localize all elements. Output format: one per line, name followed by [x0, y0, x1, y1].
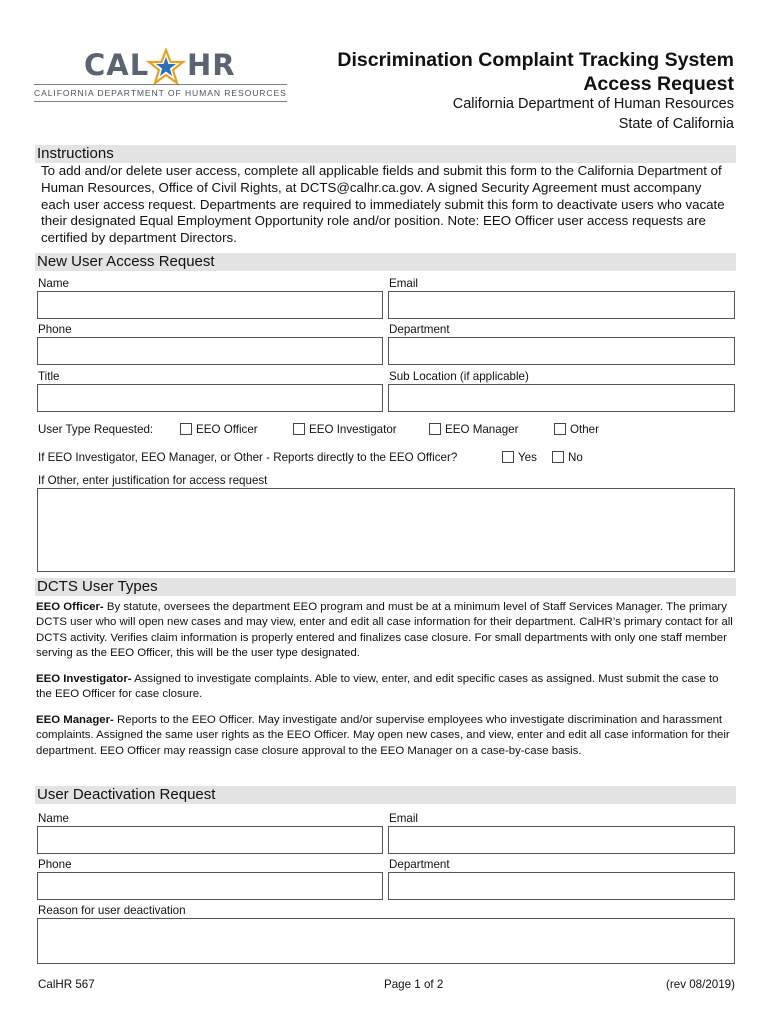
reports-yes[interactable] [502, 451, 537, 464]
org-name: California Department of Human Resources [452, 96, 734, 112]
no-label: No [568, 451, 583, 464]
deact-phone-field[interactable] [37, 872, 383, 900]
deactivation-heading-bar [35, 786, 736, 804]
user-types-heading: DCTS User Types [37, 578, 158, 595]
eeo-officer-checkbox[interactable] [180, 423, 192, 435]
name-label: Name [38, 277, 69, 290]
other-label: Other [570, 423, 599, 436]
other-checkbox[interactable] [554, 423, 566, 435]
eeo-officer-description [36, 600, 736, 662]
reports-no[interactable] [552, 451, 583, 464]
eeo-manager-text: Reports to the EEO Officer. May investigate and/or supervise employees who investigate discrimination and harassment complaints. Assigned the same user rights as the EEO Officer. May open new cases, and view, enter and edit all case information for their department. EEO Officer may reassign case closure approval to the EEO Manager on a case-by-case basis. [36, 714, 730, 757]
sublocation-label: Sub Location (if applicable) [389, 370, 529, 383]
no-checkbox[interactable] [552, 451, 564, 463]
deact-email-label: Email [389, 812, 418, 825]
user-type-eeo-officer[interactable] [180, 423, 258, 436]
eeo-manager-term: EEO Manager- [36, 714, 114, 726]
deact-department-field[interactable] [388, 872, 735, 900]
deact-reason-field[interactable] [37, 918, 735, 964]
user-type-eeo-manager[interactable] [429, 423, 518, 436]
form-title-line1: Discrimination Complaint Tracking System [337, 49, 734, 71]
instructions-text: To add and/or delete user access, complete all applicable fields and submit this form to the California Department of Human Resources, Office of Civil Rights, at DCTS@calhr.ca.gov. A signed Security Agreement must accompany each user access request. Departments are required to immediately submit this form to deactivate users who vacate their designated Equal Employment Opportunity role and/or position. Note: EEO Officer user access requests are certified by department Directors. [41, 163, 725, 246]
eeo-officer-term: EEO Officer- [36, 601, 104, 613]
sublocation-field[interactable] [388, 384, 735, 412]
deact-email-field[interactable] [388, 826, 735, 854]
user-type-other[interactable] [554, 423, 599, 436]
deactivation-heading: User Deactivation Request [37, 786, 216, 803]
calhr-logo [34, 48, 289, 104]
user-types-heading-bar [35, 578, 736, 596]
yes-label: Yes [518, 451, 537, 464]
reports-question: If EEO Investigator, EEO Manager, or Other - Reports directly to the EEO Officer? [38, 451, 458, 464]
eeo-investigator-term: EEO Investigator- [36, 673, 132, 685]
email-field[interactable] [388, 291, 735, 319]
eeo-investigator-description [36, 672, 736, 703]
star-icon [146, 48, 186, 86]
eeo-investigator-label: EEO Investigator [309, 423, 397, 436]
deact-name-label: Name [38, 812, 69, 825]
deact-name-field[interactable] [37, 826, 383, 854]
deact-department-label: Department [389, 858, 450, 871]
user-type-label: User Type Requested: [38, 423, 154, 436]
deact-phone-label: Phone [38, 858, 72, 871]
yes-checkbox[interactable] [502, 451, 514, 463]
eeo-manager-description [36, 713, 736, 759]
eeo-officer-text: By statute, oversees the department EEO program and must be at a minimum level of Staff Services Manager. The primary DCTS user who will open new cases and may view, enter and edit all case information for their department. CalHR’s primary contact for all DCTS activity. Verifies claim information is properly entered and finalizes case closure. For small departments with only one staff member serving as the EEO Officer, this will be the user type designated. [36, 601, 733, 660]
form-id: CalHR 567 [38, 978, 95, 991]
deact-reason-label: Reason for user deactivation [38, 904, 186, 917]
name-field[interactable] [37, 291, 383, 319]
department-label: Department [389, 323, 450, 336]
title-field[interactable] [37, 384, 383, 412]
justification-field[interactable] [37, 488, 735, 572]
phone-field[interactable] [37, 337, 383, 365]
revision-date: (rev 08/2019) [666, 978, 735, 991]
eeo-officer-label: EEO Officer [196, 423, 258, 436]
user-type-eeo-investigator[interactable] [293, 423, 397, 436]
logo-text-right: HR [187, 48, 236, 82]
justification-label: If Other, enter justification for access request [38, 474, 268, 487]
eeo-manager-label: EEO Manager [445, 423, 519, 436]
department-field[interactable] [388, 337, 735, 365]
form-title-line2: Access Request [583, 73, 734, 95]
eeo-manager-checkbox[interactable] [429, 423, 441, 435]
eeo-investigator-text: Assigned to investigate complaints. Able to view, enter, and edit specific cases as assigned. Must submit the case to the EEO Officer for case closure. [36, 673, 719, 701]
eeo-investigator-checkbox[interactable] [293, 423, 305, 435]
new-user-heading-bar [35, 253, 736, 271]
email-label: Email [389, 277, 418, 290]
new-user-heading: New User Access Request [37, 253, 215, 270]
state-name: State of California [618, 116, 734, 132]
instructions-heading: Instructions [37, 145, 114, 162]
phone-label: Phone [38, 323, 72, 336]
title-label: Title [38, 370, 60, 383]
page-number: Page 1 of 2 [384, 978, 444, 991]
logo-text-left: CAL [84, 48, 150, 82]
instructions-heading-bar [35, 145, 736, 163]
logo-subtitle: CALIFORNIA DEPARTMENT OF HUMAN RESOURCES [34, 88, 287, 98]
